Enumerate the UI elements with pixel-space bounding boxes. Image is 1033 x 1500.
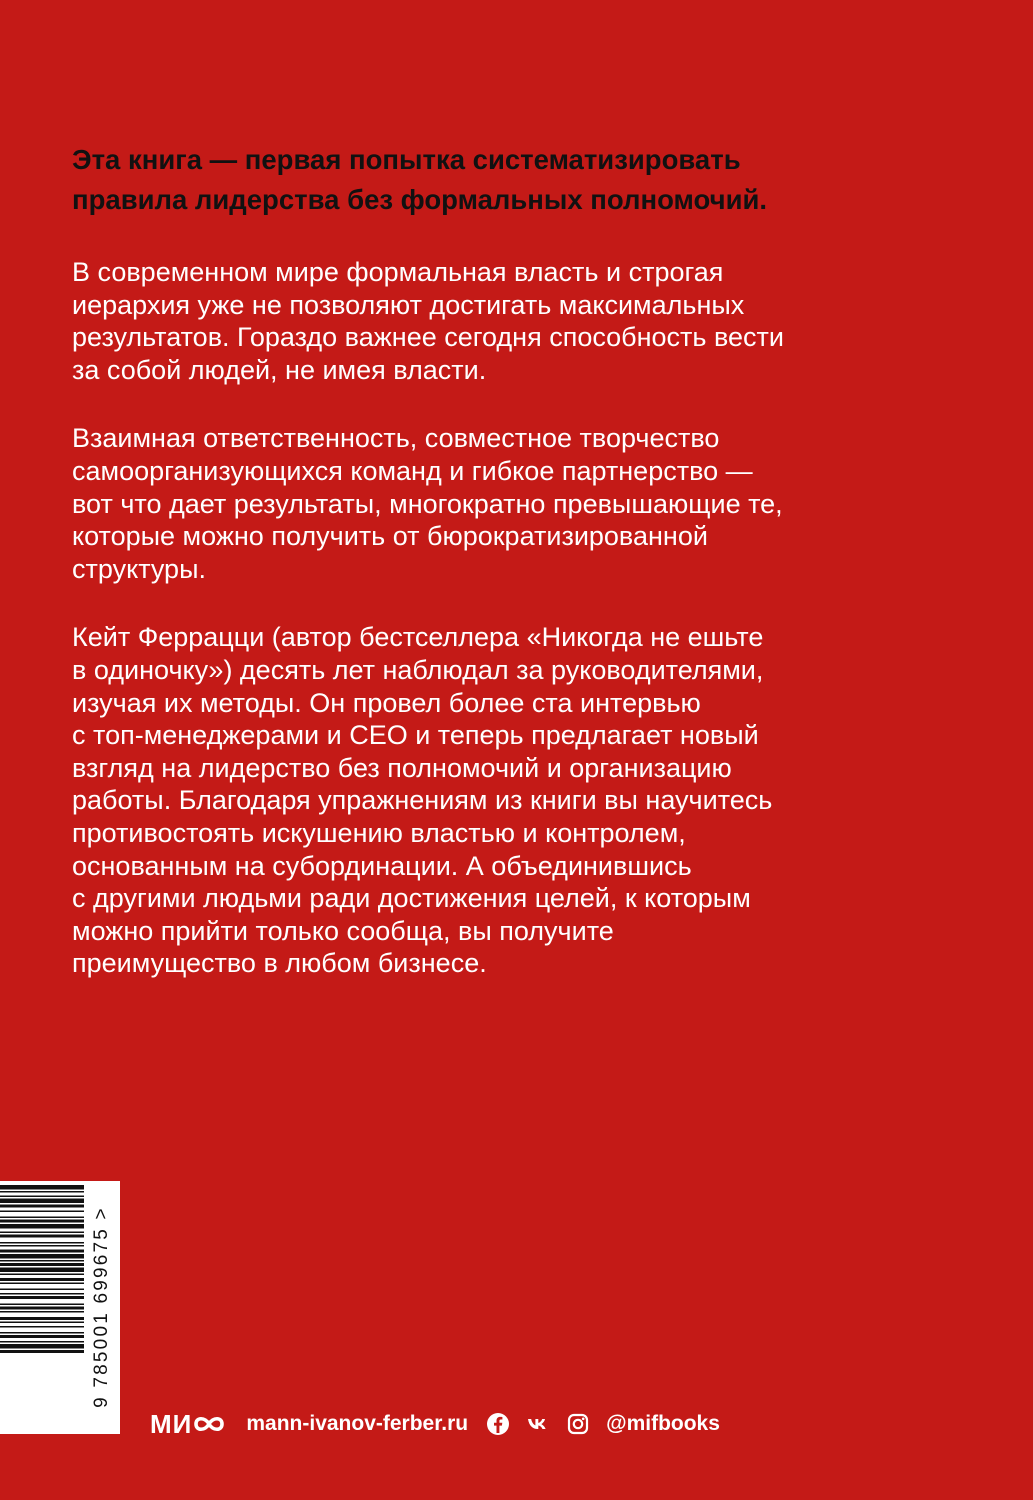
text-line: изучая их методы. Он провел более ста интервью [72, 687, 701, 718]
barcode-bar [0, 1199, 84, 1204]
barcode-bar [0, 1232, 84, 1234]
barcode-bar [0, 1235, 84, 1238]
barcode-bar [0, 1344, 84, 1349]
barcode-bar [0, 1250, 84, 1253]
vk-icon[interactable] [526, 1412, 550, 1436]
text-line: преимущество в любом бизнесе. [72, 948, 487, 979]
paragraph-1 [72, 256, 972, 386]
barcode-bar [0, 1242, 84, 1244]
barcode-number: 9 785001 699675 > [91, 1206, 112, 1408]
back-cover-text [72, 140, 972, 1016]
barcode-bar [0, 1293, 84, 1295]
barcode-bar [0, 1196, 84, 1198]
barcode-bar [0, 1263, 84, 1266]
text-line: основанным на субординации. А объединившись [72, 850, 692, 881]
text-line: работы. Благодаря упражнениям из книги вы научитесь [72, 785, 773, 816]
lead-line: Эта книга — первая попытка систематизировать [72, 144, 741, 175]
barcode-bar [0, 1289, 84, 1291]
barcode-bar [0, 1245, 84, 1247]
isbn-barcode [0, 1181, 120, 1434]
barcode-bar [0, 1278, 84, 1281]
text-line: которые можно получить от бюрократизированной [72, 521, 708, 552]
barcode-bar [0, 1304, 84, 1306]
text-line: самоорганизующихся команд и гибкое партнерство — [72, 455, 753, 486]
facebook-icon[interactable] [486, 1412, 510, 1436]
barcode-bar [0, 1224, 84, 1229]
barcode-bar [0, 1205, 84, 1208]
barcode-bar [0, 1335, 84, 1338]
barcode-bar [0, 1332, 84, 1334]
text-line: Взаимная ответственность, совместное творчество [72, 423, 720, 454]
barcode-bar [0, 1268, 84, 1273]
infinity-logo-icon [192, 1412, 226, 1436]
barcode-bar [0, 1311, 84, 1313]
text-line: за собой людей, не имея власти. [72, 354, 487, 385]
text-line: Кейт Феррацци (автор бестселлера «Никогда не ешьте [72, 622, 764, 653]
barcode-bar [0, 1283, 84, 1285]
barcode-bar [0, 1220, 84, 1223]
lead-paragraph [72, 140, 972, 220]
barcode-bar [0, 1350, 84, 1353]
barcode-bar [0, 1217, 84, 1219]
paragraph-3 [72, 621, 972, 980]
paragraph-2 [72, 422, 972, 585]
text-line: структуры. [72, 553, 206, 584]
barcode-bar [0, 1211, 84, 1213]
text-line: с другими людьми ради достижения целей, к которым [72, 883, 751, 914]
lead-line: правила лидерства без формальных полномочий. [72, 184, 768, 215]
barcode-bar [0, 1326, 84, 1328]
instagram-icon[interactable] [566, 1412, 590, 1436]
barcode-bar [0, 1260, 84, 1262]
barcode-bar [0, 1296, 84, 1299]
text-line: результатов. Гораздо важнее сегодня способность вести [72, 322, 784, 353]
barcode-bar [0, 1274, 84, 1276]
barcode-bar [0, 1341, 84, 1343]
publisher-footer [150, 1404, 720, 1444]
text-line: В современном мире формальная власть и строгая [72, 257, 724, 287]
website-link[interactable]: mann-ivanov-ferber.ru [246, 1412, 469, 1435]
barcode-bar [0, 1307, 84, 1310]
text-line: можно прийти только сообща, вы получите [72, 915, 614, 946]
text-line: противостоять искушению властью и контролем, [72, 817, 686, 848]
social-handle[interactable]: @mifbooks [606, 1412, 720, 1435]
barcode-bar [0, 1322, 84, 1324]
text-line: взгляд на лидерство без полномочий и организацию [72, 752, 732, 783]
text-line: в одиночку») десять лет наблюдал за руководителями, [72, 654, 764, 685]
text-line: с топ-менеджерами и CEO и теперь предлагает новый [72, 720, 759, 751]
text-line: вот что дает результаты, многократно превышающие те, [72, 488, 783, 519]
logo-text: МИ [150, 1408, 193, 1439]
barcode-bar [0, 1254, 84, 1259]
publisher-logo [150, 1409, 226, 1440]
barcode-bar [0, 1317, 84, 1320]
barcode-bar [0, 1185, 84, 1190]
barcode-bar [0, 1191, 84, 1193]
text-line: иерархия уже не позволяют достигать максимальных [72, 289, 745, 320]
barcode-bars [0, 1185, 84, 1430]
